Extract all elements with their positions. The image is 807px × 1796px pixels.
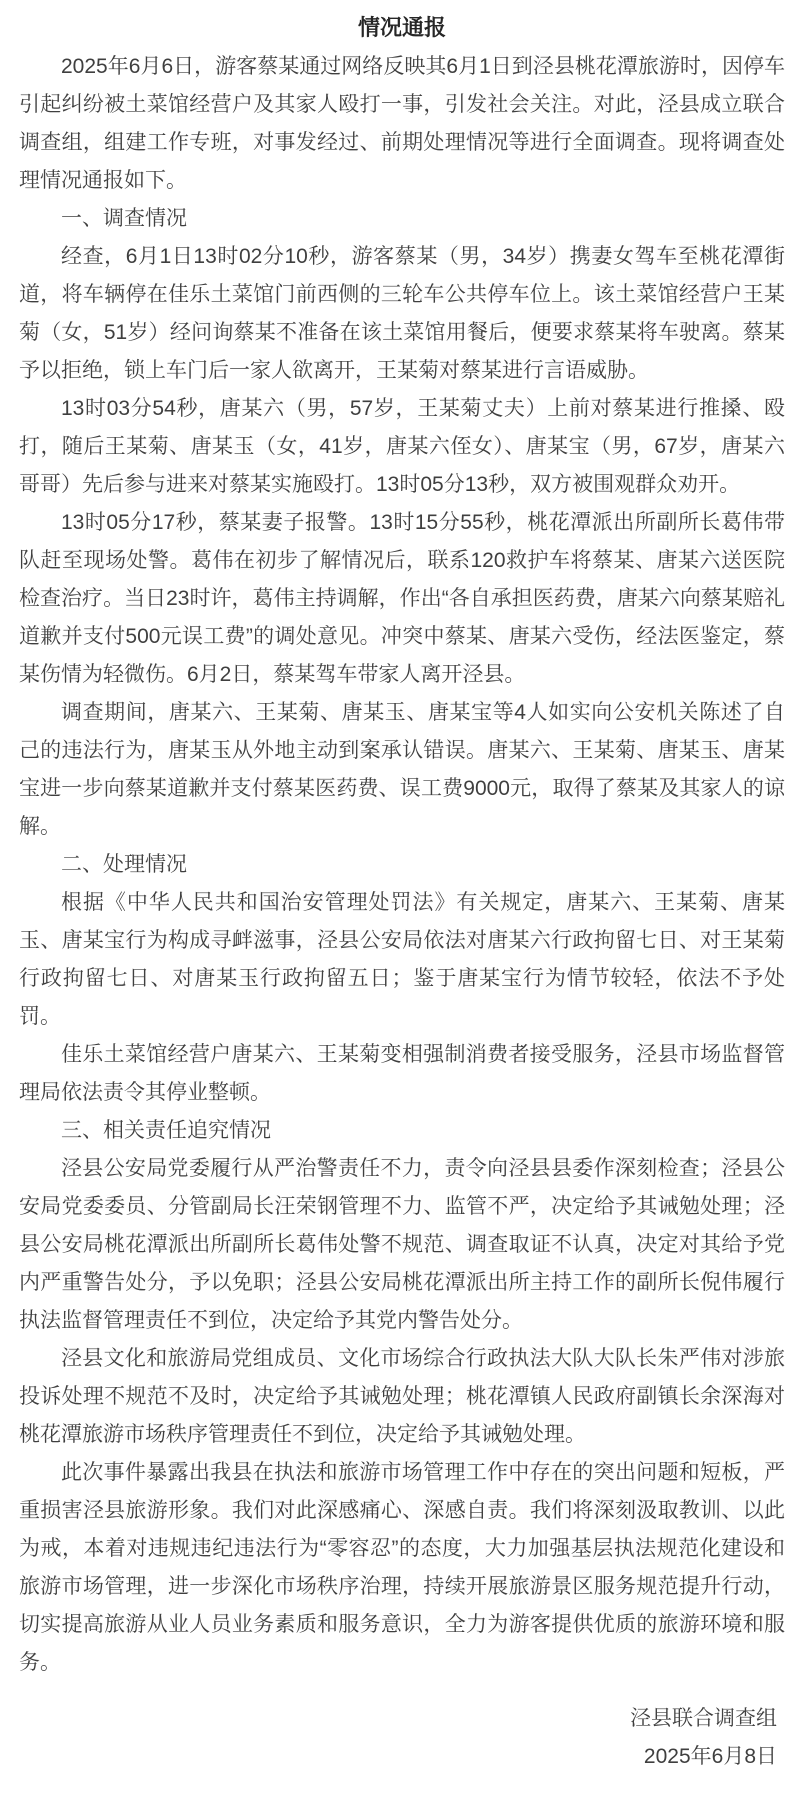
section-heading-accountability: 三、相关责任追究情况 — [61, 1119, 271, 1142]
section-heading-investigation: 一、调查情况 — [61, 207, 187, 230]
signature-block — [19, 1700, 785, 1776]
section-heading-handling: 二、处理情况 — [61, 853, 187, 876]
notice-title: 情况通报 — [357, 15, 446, 40]
paragraph-tourism-accountability: 泾县文化和旅游局党组成员、文化市场综合行政执法大队大队长朱严伟对涉旅投诉处理不规范不及时，决定给予其诫勉处理；桃花潭镇人民政府副镇长余深海对桃花潭旅游市场秩序管理责任不到位，决定给予其诫勉处理。 — [19, 1347, 785, 1446]
paragraph-detention-penalties: 根据《中华人民共和国治安管理处罚法》有关规定，唐某六、王某菊、唐某玉、唐某宝行为构成寻衅滋事，泾县公安局依法对唐某六行政拘留七日、对王某菊行政拘留七日、对唐某玉行政拘留五日；鉴于唐某宝行为情节较轻，依法不予处罚。 — [19, 891, 785, 1028]
paragraph-assault: 13时03分54秒，唐某六（男，57岁，王某菊丈夫）上前对蔡某进行推搡、殴打，随后王某菊、唐某玉（女，41岁，唐某六侄女）、唐某宝（男，67岁，唐某六哥哥）先后参与进来对蔡某实施殴打。13时05分13秒，双方被围观群众劝开。 — [19, 397, 785, 496]
paragraph-police-accountability: 泾县公安局党委履行从严治警责任不力，责令向泾县县委作深刻检查；泾县公安局党委委员、分管副局长汪荣钢管理不力、监管不严，决定给予其诫勉处理；泾县公安局桃花潭派出所副所长葛伟处警不规范、调查取证不认真，决定对其给予党内严重警告处分，予以免职；泾县公安局桃花潭派出所主持工作的副所长倪伟履行执法监督管理责任不到位，决定给予其党内警告处分。 — [19, 1157, 785, 1332]
signature-organization: 泾县联合调查组 — [630, 1707, 777, 1730]
notice-body — [19, 48, 785, 1682]
paragraph-police-response: 13时05分17秒，蔡某妻子报警。13时15分55秒，桃花潭派出所副所长葛伟带队赶至现场处警。葛伟在初步了解情况后，联系120救护车将蔡某、唐某六送医院检查治疗。当日23时许，葛伟主持调解，作出“各自承担医药费，唐某六向蔡某赔礼道歉并支付500元误工费”的调处意见。冲突中蔡某、唐某六受伤，经法医鉴定，蔡某伤情为轻微伤。6月2日，蔡某驾车带家人离开泾县。 — [19, 511, 785, 686]
paragraph-conclusion: 此次事件暴露出我县在执法和旅游市场管理工作中存在的突出问题和短板，严重损害泾县旅游形象。我们对此深感痛心、深感自责。我们将深刻汲取教训、以此为戒，本着对违规违纪违法行为“零容忍”的态度，大力加强基层执法规范化建设和旅游市场管理，进一步深化市场秩序治理，持续开展旅游景区服务规范提升行动，切实提高旅游从业人员业务素质和服务意识，全力为游客提供优质的旅游环境和服务。 — [19, 1461, 785, 1674]
paragraph-intro: 2025年6月6日，游客蔡某通过网络反映其6月1日到泾县桃花潭旅游时，因停车引起纠纷被土菜馆经营户及其家人殴打一事，引发社会关注。对此，泾县成立联合调查组，组建工作专班，对事发经过、前期处理情况等进行全面调查。现将调查处理情况通报如下。 — [19, 55, 785, 192]
paragraph-incident-start: 经查，6月1日13时02分10秒，游客蔡某（男，34岁）携妻女驾车至桃花潭街道，将车辆停在佳乐土菜馆门前西侧的三轮车公共停车位上。该土菜馆经营户王某菊（女，51岁）经问询蔡某不准备在该土菜馆用餐后，便要求蔡某将车驶离。蔡某予以拒绝，锁上车门后一家人欲离开，王某菊对蔡某进行言语威胁。 — [19, 245, 785, 382]
paragraph-apology-compensation: 调查期间，唐某六、王某菊、唐某玉、唐某宝等4人如实向公安机关陈述了自己的违法行为，唐某玉从外地主动到案承认错误。唐某六、王某菊、唐某玉、唐某宝进一步向蔡某道歉并支付蔡某医药费、误工费9000元，取得了蔡某及其家人的谅解。 — [19, 701, 785, 838]
paragraph-restaurant-suspension: 佳乐土菜馆经营户唐某六、王某菊变相强制消费者接受服务，泾县市场监督管理局依法责令其停业整顿。 — [19, 1043, 785, 1104]
signature-date: 2025年6月8日 — [643, 1745, 777, 1768]
